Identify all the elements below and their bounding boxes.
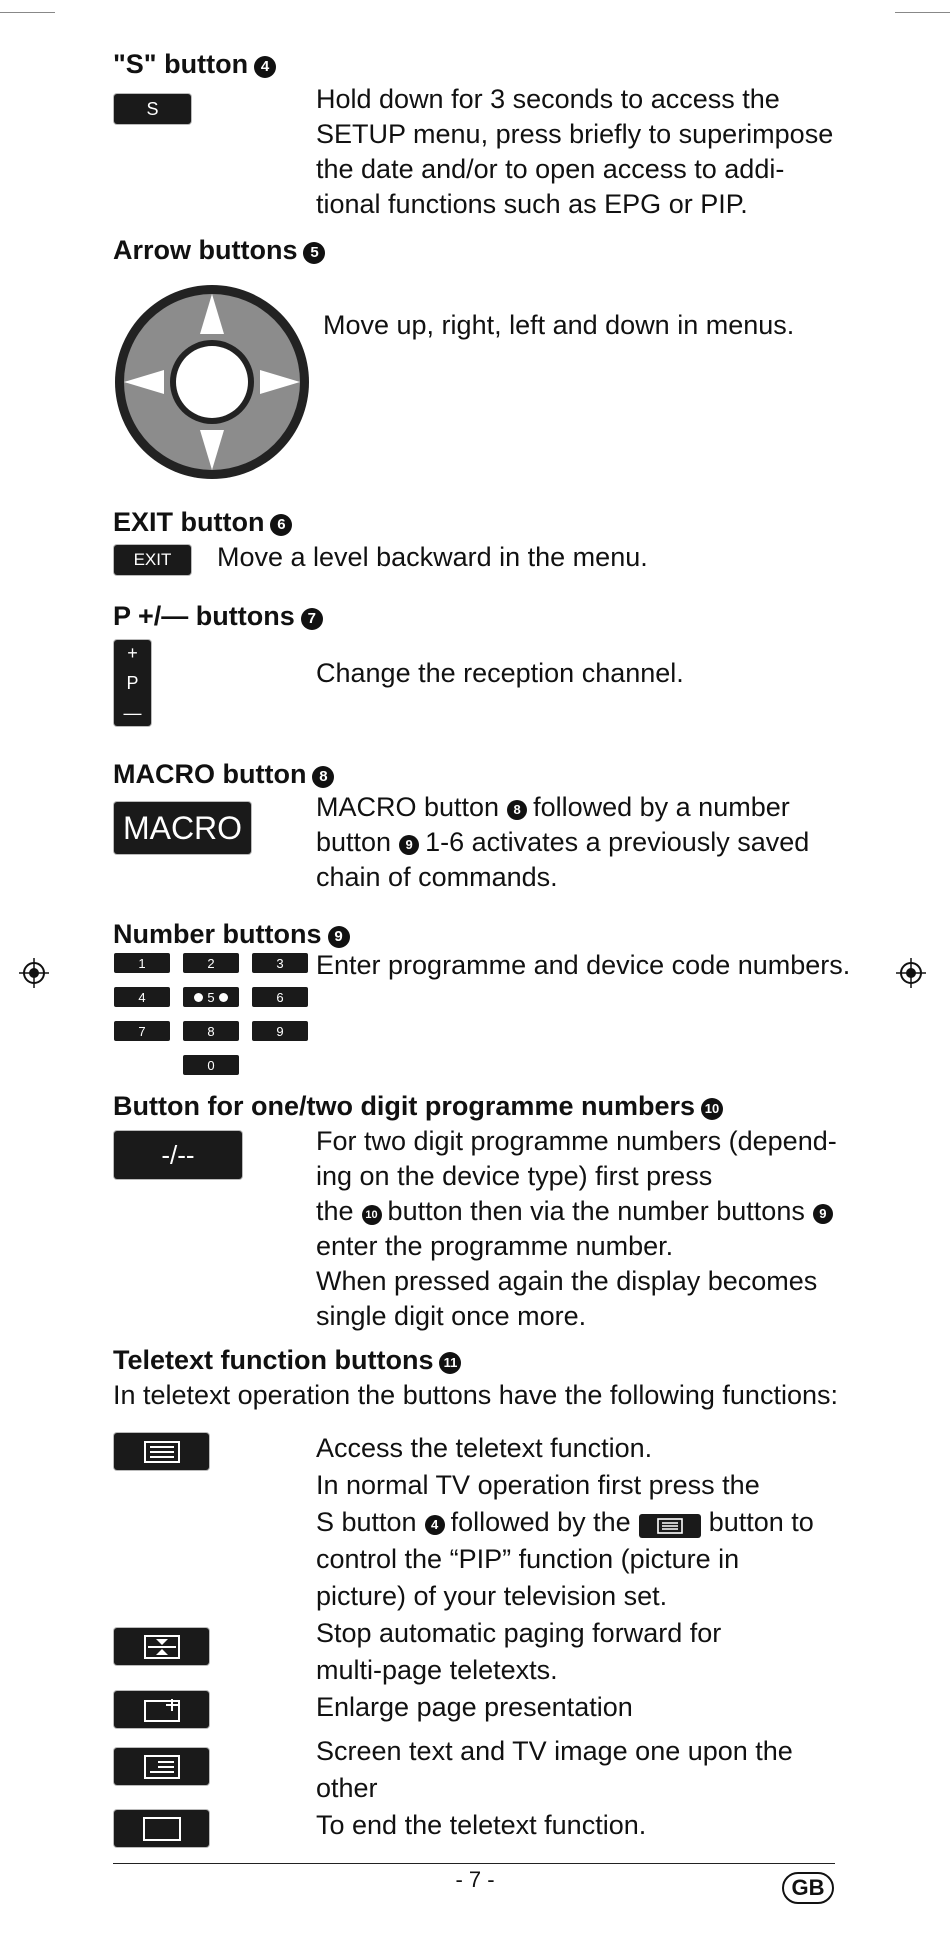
number-key-1 [114,953,170,973]
teletext-desc-line: other [316,1773,378,1803]
enlarge-key-image [114,1691,209,1728]
number-key-label: 1 [138,955,146,971]
p-desc-line: Change the reception channel. [316,658,684,688]
tactile-dot-icon [194,993,203,1002]
hold-key-image [114,1628,209,1665]
s-button-description [316,82,876,222]
exit-key-image [114,545,191,575]
number-key-0 [183,1055,239,1075]
macro-key-image [114,802,251,854]
s-key-label: S [146,98,159,119]
macro-desc-text: MACRO button [316,792,500,822]
number-key-label: 9 [276,1023,284,1039]
teletext-desc-line: multi-page teletexts. [316,1655,558,1685]
teletext-desc-line: Enlarge page presentation [316,1692,633,1722]
number-buttons-heading [113,918,350,950]
teletext-inline-icon [639,1514,701,1538]
teletext-item-1 [316,1430,906,1615]
number-buttons-title: Number buttons [113,919,322,949]
macro-desc-text: button [316,827,392,857]
macro-button-ref: 8 [312,766,334,788]
digit-key-label: -/-- [161,1139,195,1170]
digit-desc-ref: 9 [813,1204,833,1224]
macro-button-heading [113,758,334,790]
digit-desc-line: For two digit programme numbers (depend- [316,1126,837,1156]
crop-mark-left [0,12,55,13]
arrow-buttons-ref: 5 [303,242,325,264]
exit-button-ref: 6 [270,514,292,536]
number-key-label: 4 [138,989,146,1005]
macro-desc-text: 1-6 activates a previously saved [425,827,810,857]
number-key-4 [114,987,170,1007]
page-number: - 7 - [455,1867,495,1892]
number-key-5 [183,987,239,1007]
tv-icon [143,1817,181,1841]
tv-key-image [114,1810,209,1847]
digit-desc-line: enter the programme number. [316,1231,674,1261]
teletext-icon [144,1441,180,1463]
teletext-intro [113,1378,913,1413]
number-key-label: 2 [207,955,215,971]
p-buttons-description [316,656,876,691]
teletext-desc-text: button to [708,1507,814,1537]
teletext-desc-text: S button [316,1507,417,1537]
teletext-desc-line: Stop automatic paging forward for [316,1618,722,1648]
macro-desc-line-2 [316,825,896,860]
number-key-2 [183,953,239,973]
arrow-buttons-title: Arrow buttons [113,235,298,265]
digit-key-image [114,1131,242,1179]
number-key-label: 3 [276,955,284,971]
teletext-ref: 11 [439,1352,461,1374]
arrow-buttons-heading [113,234,325,266]
number-buttons-ref: 9 [328,926,350,948]
digit-button-ref: 10 [701,1098,723,1120]
p-key-label: P [126,673,139,693]
digit-desc-text: the [316,1196,354,1226]
p-key-image [114,640,151,726]
registration-mark-left-icon [19,958,49,988]
s-desc-line: Hold down for 3 seconds to access the [316,84,780,114]
country-badge: GB [782,1872,834,1904]
macro-desc-ref: 8 [507,800,527,820]
digit-desc-line [316,1194,906,1229]
digit-button-description [316,1124,906,1334]
teletext-key-image [114,1433,209,1470]
digit-button-title: Button for one/two digit programme numbers [113,1091,695,1121]
number-key-label: 5 [207,989,215,1005]
enlarge-icon [144,1698,180,1722]
mix-icon [144,1755,180,1779]
teletext-desc-line: Access the teletext function. [316,1433,653,1463]
s-button-title: "S" button [113,49,249,79]
registration-mark-right-icon [896,958,926,988]
macro-button-description [316,790,896,895]
teletext-desc-line: control the “PIP” function (picture in [316,1544,740,1574]
footer-rule [113,1863,835,1864]
exit-button-title: EXIT button [113,507,265,537]
crop-mark-right [895,12,950,13]
number-key-8 [183,1021,239,1041]
teletext-desc-text: followed by the [450,1507,631,1537]
digit-desc-text: button then via the number buttons [387,1196,805,1226]
s-button-ref: 4 [254,56,276,78]
teletext-desc-line: To end the teletext function. [316,1810,647,1840]
macro-desc-line-3: chain of commands. [316,862,558,892]
teletext-desc-line: picture) of your television set. [316,1581,668,1611]
teletext-desc-ref: 4 [425,1515,445,1535]
s-desc-line: the date and/or to open access to addi- [316,154,785,184]
s-desc-line: tional functions such as EPG or PIP. [316,189,748,219]
macro-desc-line-1 [316,790,896,825]
s-desc-line: SETUP menu, press briefly to superimpose [316,119,834,149]
teletext-desc-line [316,1504,906,1541]
teletext-heading [113,1344,461,1376]
arrow-pad-icon [112,282,312,482]
arrow-desc-line: Move up, right, left and down in menus. [323,310,795,340]
p-buttons-title: P +/— buttons [113,601,295,631]
macro-key-label: MACRO [122,809,243,846]
number-desc-line: Enter programme and device code numbers. [316,950,851,980]
s-button-heading [113,48,276,80]
teletext-intro-line: In teletext operation the buttons have the following functions: [113,1380,838,1410]
number-key-6 [252,987,308,1007]
number-key-label: 0 [207,1057,215,1073]
p-minus-label: — [123,703,142,723]
number-key-label: 6 [276,989,284,1005]
p-buttons-ref: 7 [301,608,323,630]
s-key-image [114,94,191,124]
mix-key-image [114,1748,209,1785]
macro-desc-text: followed by a number [533,792,790,822]
p-buttons-heading [113,600,323,632]
digit-desc-line: ing on the device type) first press [316,1161,713,1191]
number-key-label: 8 [207,1023,215,1039]
number-key-7 [114,1021,170,1041]
macro-desc-ref: 9 [399,835,419,855]
hold-icon [144,1635,180,1659]
macro-button-title: MACRO button [113,759,307,789]
arrow-buttons-description [323,308,883,343]
teletext-desc-line: Screen text and TV image one upon the [316,1736,793,1766]
exit-button-description [217,540,857,575]
digit-button-heading [113,1090,723,1122]
exit-key-label: EXIT [133,550,172,569]
exit-desc-line: Move a level backward in the menu. [217,542,648,572]
teletext-item-5 [316,1807,906,1844]
teletext-item-2 [316,1615,906,1689]
teletext-title: Teletext function buttons [113,1345,434,1375]
teletext-item-4 [316,1733,906,1807]
number-key-3 [252,953,308,973]
digit-desc-line: When pressed again the display becomes [316,1266,818,1296]
number-key-9 [252,1021,308,1041]
exit-button-heading [113,506,292,538]
teletext-desc-line: In normal TV operation first press the [316,1470,760,1500]
digit-desc-ref: 10 [362,1205,382,1225]
p-plus-label: + [127,643,138,663]
tactile-dot-icon [219,993,228,1002]
number-buttons-description [316,948,896,983]
digit-desc-line: single digit once more. [316,1301,587,1331]
teletext-item-3 [316,1689,906,1726]
number-key-label: 7 [138,1023,146,1039]
